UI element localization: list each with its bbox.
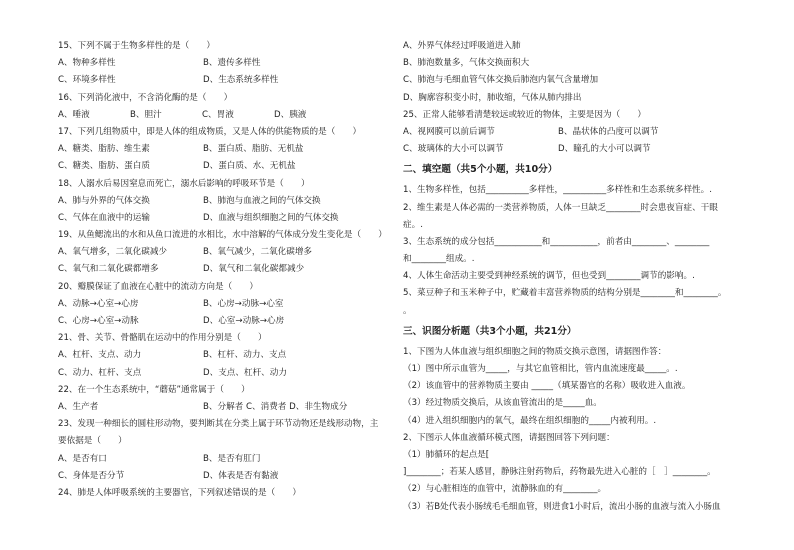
- question-line: 4、人体生命活动主要受到神经系统的调节，但也受到________调节的影响。.: [403, 271, 695, 282]
- right-column: [403, 38, 773, 516]
- answer-option: D、蛋白质、水、无机盐: [203, 161, 296, 172]
- question-line: 21、骨、关节、骨骼肌在运动中的作用分别是（ ）: [58, 333, 267, 344]
- answer-option: C、环境多样性: [58, 75, 116, 86]
- option-row: [403, 141, 773, 158]
- question-line: 2、维生素是人体必需的一类营养物质，人体一旦缺乏________时会患夜盲症、干眼: [403, 202, 718, 213]
- answer-option: A、是否有口: [58, 453, 107, 464]
- answer-option: A、糖类、脂肪、维生素: [58, 144, 150, 155]
- answer-option: C、氧气和二氧化碳都增多: [58, 264, 159, 275]
- answer-option: A、肺与外界的气体交换: [58, 195, 150, 206]
- option-row: [58, 72, 413, 89]
- question-line: ]________；若某人感冒，静脉注射药物后，药物最先进入心脏的［ ］________。: [403, 467, 716, 478]
- question-line: 19、从鱼鳃流出的水和从鱼口流进的水相比，水中溶解的气体成分发生变化是（ ）: [58, 230, 387, 241]
- question-line: 。: [403, 305, 412, 316]
- answer-option: D、胰液: [274, 109, 307, 120]
- question-line: 5、菜豆种子和玉米种子中，贮藏着丰富营养物质的结构分别是________和________。: [403, 288, 727, 299]
- answer-option: A、视网膜可以前后调节: [403, 126, 495, 137]
- section-heading: 二、填空题（共5个小题，共10分）: [403, 164, 558, 176]
- answer-option: B、胆汁: [130, 109, 162, 120]
- question-line: 22、在一个生态系统中，“蘑菇”通常属于（ ）: [58, 384, 250, 395]
- answer-option: D、瞳孔的大小可以调节: [558, 144, 651, 155]
- question-line: （3）经过物质交换后，从该血管流出的是_____血。: [403, 398, 602, 409]
- answer-option: C、心房→心室→动脉: [58, 316, 139, 326]
- answer-option: C、动力、杠杆、支点: [58, 367, 142, 378]
- answer-option: B、晶状体的凸度可以调节: [558, 126, 659, 137]
- question-line: （2）与心脏相连的血管中，流静脉血的有________。: [403, 484, 607, 495]
- question-line: 要依据是（ ）: [58, 436, 127, 447]
- question-line: 3、生态系统的成分包括___________和___________，前者由________、________: [403, 236, 710, 247]
- answer-option: B、遗传多样性: [203, 58, 261, 69]
- answer-option: C、胃液: [202, 109, 234, 120]
- question-line: 18、人溺水后易因窒息而死亡，溺水后影响的呼吸环节是（ ）: [58, 178, 310, 189]
- answer-option: A、动脉→心室→心房: [58, 298, 139, 309]
- question-line: D、胸廓容积变小时，肺收缩，气体从肺内排出: [403, 92, 582, 103]
- answer-option: B、杠杆、动力、支点: [203, 350, 287, 361]
- option-row: [58, 261, 413, 278]
- question-line: （1）肺循环的起点是[: [403, 449, 490, 460]
- question-line: 20、瓣膜保证了血液在心脏中的流动方向是（ ）: [58, 281, 258, 292]
- answer-option: C、糖类、脂肪、蛋白质: [58, 161, 150, 172]
- answer-option: B、蛋白质、脂肪、无机盐: [203, 144, 304, 155]
- question-line: 1、生物多样性，包括__________多样性，__________多样性和生态系统多样性。.: [403, 185, 712, 196]
- question-line: （4）进入组织细胞内的氧气，最终在组织细胞的_____内被利用。.: [403, 415, 657, 426]
- question-line: 16、下列消化液中，不含消化酶的是（ ）: [58, 92, 233, 103]
- option-row: [58, 55, 413, 72]
- question-line: 17、下列几组物质中，即是人体的组成物质，又是人体的供能物质的是（ ）: [58, 126, 362, 137]
- option-row: [58, 451, 413, 468]
- option-row: [58, 141, 413, 158]
- question-line: （2）该血管中的营养物质主要由 _____（填某器官的名称）吸收进入血液。: [403, 381, 691, 392]
- answer-option: B、分解者 C、消费者 D、非生物成分: [203, 401, 348, 412]
- answer-option: B、心房→动脉→心室: [203, 298, 284, 309]
- option-row: [58, 296, 413, 313]
- option-row: [58, 210, 413, 227]
- question-line: 15、下列不属于生物多样性的是（ ）: [58, 41, 216, 51]
- answer-option: C、玻璃体的大小可以调节: [403, 144, 504, 155]
- question-line: A、外界气体经过呼吸道进入肺: [403, 41, 521, 51]
- option-row: [403, 124, 773, 141]
- option-row: [58, 193, 413, 210]
- answer-option: A、生产者: [58, 401, 99, 412]
- question-line: B、肺泡数量多，气体交换面积大: [403, 58, 530, 69]
- question-line: 和________组成。.: [403, 254, 475, 265]
- left-column: [58, 38, 413, 502]
- answer-option: B、肺泡与血液之间的气体交换: [203, 195, 321, 206]
- question-line: （1）图中所示血管为_____，与其它血管相比，管内血流速度最_____。.: [403, 364, 678, 374]
- option-row: [58, 107, 413, 124]
- answer-option: A、杠杆、支点、动力: [58, 350, 142, 361]
- question-line: 24、肺是人体呼吸系统的主要器官，下列叙述错误的是（ ）: [58, 487, 301, 498]
- question-line: （3）若B处代表小肠绒毛毛细血管，则进食1小时后，流出小肠的血液与流入小肠血: [403, 501, 721, 512]
- answer-option: D、生态系统多样性: [203, 75, 279, 86]
- question-line: 1、下图为人体血液与组织细胞之间的物质交换示意图，请据图作答：: [403, 346, 667, 357]
- option-row: [58, 347, 413, 364]
- option-row: [58, 158, 413, 175]
- question-line: 25、正常人能够看清楚较远或较近的物体，主要是因为（ ）: [403, 109, 646, 120]
- answer-option: D、支点、杠杆、动力: [203, 367, 287, 378]
- answer-option: A、氧气增多，二氧化碳减少: [58, 247, 168, 258]
- answer-option: B、是否有肛门: [203, 453, 261, 464]
- option-row: [58, 468, 413, 485]
- answer-option: A、物种多样性: [58, 58, 116, 69]
- option-row: [58, 399, 413, 416]
- answer-option: D、血液与组织细胞之间的气体交换: [203, 212, 339, 223]
- answer-option: C、身体是否分节: [58, 470, 125, 481]
- answer-option: D、氧气和二氧化碳都减少: [203, 264, 305, 275]
- option-row: [58, 365, 413, 382]
- answer-option: D、心室→动脉→心房: [203, 316, 285, 326]
- answer-option: C、气体在血液中的运输: [58, 212, 150, 223]
- question-line: C、肺泡与毛细血管气体交换后肺泡内氧气含量增加: [403, 75, 599, 86]
- option-row: [58, 244, 413, 261]
- option-row: [58, 313, 413, 330]
- question-line: 23、发现一种细长的圆柱形动物，要判断其在分类上属于环节动物还是线形动物，主: [58, 419, 379, 430]
- answer-option: A、唾液: [58, 109, 90, 120]
- answer-option: B、氧气减少，二氧化碳增多: [203, 247, 313, 258]
- question-line: 2、下图示人体血液循环模式图，请据图回答下列问题：: [403, 432, 615, 443]
- question-line: 症。.: [403, 219, 423, 230]
- section-heading: 三、识图分析题（共3个小题，共21分）: [403, 325, 577, 337]
- answer-option: D、体表是否有黏液: [203, 470, 279, 481]
